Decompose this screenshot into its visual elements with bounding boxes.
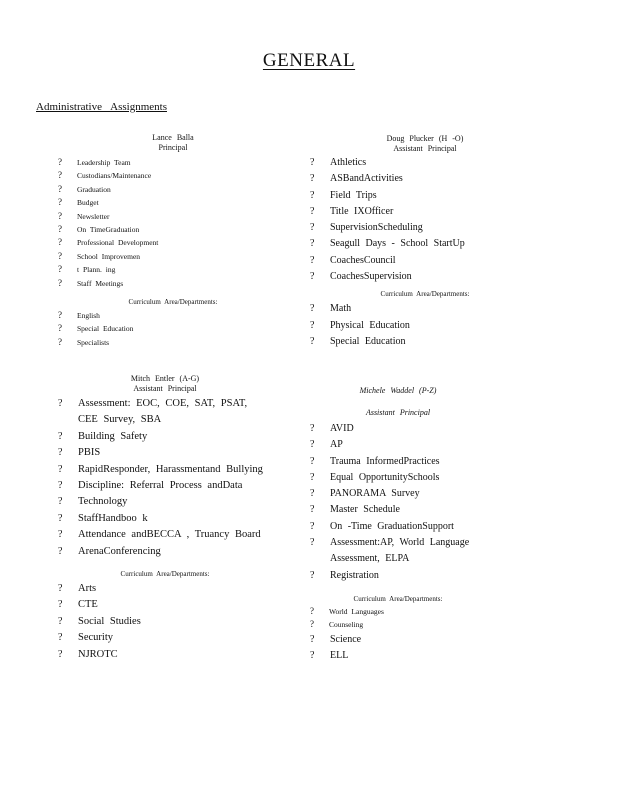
- curriculum-list: [58, 581, 272, 663]
- item-text: Counseling: [329, 620, 364, 630]
- bullet: ?: [310, 605, 314, 616]
- list-item: [310, 204, 540, 220]
- bullet: ?: [310, 633, 315, 645]
- bullet: ?: [58, 264, 62, 275]
- item-text: Field Trips: [330, 189, 377, 201]
- list-item: [58, 322, 288, 335]
- list-item: [310, 188, 540, 204]
- section-heading: Administrative Assignments: [36, 101, 167, 113]
- list-item: [310, 632, 486, 648]
- list-item: [58, 277, 288, 290]
- bullet: ?: [58, 615, 63, 627]
- bullet: ?: [310, 619, 314, 630]
- item-text: Discipline: Referral Process andData: [78, 480, 243, 492]
- item-text: Special Education: [77, 324, 134, 334]
- item-text: English: [77, 311, 100, 321]
- item-text: Attendance andBECCA , Truancy Board: [78, 529, 261, 541]
- bullet: ?: [58, 599, 63, 611]
- item-text: Leadership Team: [77, 158, 131, 167]
- bullet: ?: [310, 471, 315, 483]
- bullet: ?: [310, 238, 315, 250]
- bullet: ?: [58, 447, 63, 459]
- item-text: On TimeGraduation: [77, 225, 140, 235]
- item-text: Security: [78, 632, 113, 644]
- curriculum-list: [310, 605, 486, 632]
- bullet: ?: [58, 583, 63, 595]
- list-item: [58, 630, 272, 646]
- item-text: On -Time GraduationSupport: [330, 520, 454, 532]
- bullet: ?: [310, 157, 315, 168]
- list-item: [58, 581, 272, 597]
- item-text: ArenaConferencing: [78, 545, 161, 557]
- bullet: ?: [310, 488, 315, 500]
- bullet: ?: [310, 520, 315, 532]
- list-item: [310, 421, 486, 437]
- bullet: ?: [310, 189, 315, 201]
- list-item: [58, 309, 288, 322]
- person-role: Assistant Principal: [365, 408, 431, 417]
- bullet: ?: [58, 512, 63, 524]
- item-text: NJROTC: [78, 648, 118, 660]
- list-item: [58, 544, 272, 560]
- list-item: [310, 334, 540, 350]
- curriculum-list: [310, 301, 540, 350]
- item-text: RapidResponder, Harassmentand Bullying: [78, 463, 263, 475]
- list-item: [58, 263, 288, 276]
- list-item: [310, 155, 540, 171]
- bullet: ?: [310, 271, 315, 283]
- item-text: Specialists: [77, 337, 110, 347]
- bullet: ?: [58, 545, 63, 557]
- item-text: CoachesCouncil: [330, 254, 396, 266]
- list-item: [58, 647, 272, 663]
- list-item: [310, 236, 540, 252]
- list-item: [310, 618, 486, 631]
- list-item: [310, 648, 486, 664]
- item-text: Arts: [78, 583, 97, 595]
- bullet: ?: [310, 455, 315, 467]
- curriculum-heading: Curriculum Area/Departments:: [120, 570, 210, 579]
- item-text: Staff Meetings: [77, 278, 124, 288]
- list-item: [58, 494, 272, 510]
- bullet: ?: [58, 632, 63, 644]
- list-item: [310, 486, 486, 502]
- list-item: [310, 535, 486, 568]
- bullet: ?: [58, 277, 62, 288]
- item-text: School Improvemen: [77, 251, 141, 261]
- bullet: ?: [58, 323, 62, 334]
- bullet: ?: [58, 529, 63, 541]
- item-text: AP: [330, 439, 343, 451]
- list-item: [58, 169, 288, 182]
- assignment-list: [58, 156, 288, 290]
- bullet: ?: [58, 197, 62, 208]
- assistant-principal-block: [310, 386, 486, 664]
- list-item: [310, 568, 486, 584]
- list-item: [310, 605, 486, 618]
- bullet: ?: [310, 537, 315, 549]
- list-item: [58, 236, 288, 249]
- assignment-list: [310, 421, 486, 584]
- bullet: ?: [310, 319, 315, 331]
- list-item: [58, 527, 272, 543]
- curriculum-list: [58, 309, 288, 349]
- list-item: [58, 336, 288, 349]
- curriculum-list: [310, 632, 486, 665]
- person-name: Doug Plucker (H -O): [386, 134, 464, 143]
- bullet: ?: [310, 303, 315, 315]
- list-item: [58, 614, 272, 630]
- list-item: [58, 396, 272, 429]
- list-item: [58, 156, 288, 169]
- assistant-principal-block: [58, 374, 272, 663]
- item-text: World Languages: [329, 606, 384, 616]
- principal-block: [58, 133, 288, 349]
- curriculum-heading: Curriculum Area/Departments:: [380, 290, 470, 299]
- bullet: ?: [58, 224, 62, 235]
- assistant-principal-block: [310, 134, 540, 350]
- person-role: Assistant Principal: [393, 144, 457, 153]
- bullet: ?: [58, 336, 62, 347]
- bullet: ?: [58, 210, 62, 221]
- list-item: [58, 223, 288, 236]
- list-item: [310, 253, 540, 269]
- list-item: [58, 478, 272, 494]
- list-item: [58, 511, 272, 527]
- bullet: ?: [310, 504, 315, 516]
- item-text: Physical Education: [330, 319, 410, 331]
- item-text: Newsletter: [77, 211, 110, 221]
- item-text: Math: [330, 303, 352, 315]
- list-item: [310, 171, 540, 187]
- item-text: Social Studies: [78, 615, 141, 627]
- list-item: [58, 210, 288, 223]
- item-text: Building Safety: [78, 430, 148, 442]
- person-name: Michele Waddel (P-Z): [359, 386, 437, 395]
- item-text: Assessment: EOC, COE, SAT, PSAT, CEE Survey, SBA: [78, 398, 248, 426]
- list-item: [58, 183, 288, 196]
- list-item: [58, 250, 288, 263]
- item-text: Professional Development: [77, 238, 159, 248]
- bullet: ?: [310, 439, 315, 451]
- list-item: [310, 519, 486, 535]
- list-item: [310, 502, 486, 518]
- bullet: ?: [310, 569, 315, 581]
- item-text: Seagull Days - School StartUp: [330, 238, 465, 250]
- item-text: Assessment:AP, World Language Assessment, ELPA: [330, 537, 470, 565]
- list-item: [310, 269, 540, 285]
- person-name: Mitch Entler (A-G): [130, 374, 200, 383]
- bullet: ?: [58, 310, 62, 321]
- item-text: Trauma InformedPractices: [330, 455, 440, 467]
- item-text: ELL: [330, 650, 349, 662]
- bullet: ?: [310, 335, 315, 347]
- item-text: Title IXOfficer: [330, 205, 394, 217]
- list-item: [310, 220, 540, 236]
- item-text: CoachesSupervision: [330, 271, 412, 283]
- curriculum-heading: Curriculum Area/Departments:: [128, 298, 218, 307]
- item-text: Technology: [78, 496, 128, 508]
- bullet: ?: [58, 430, 63, 442]
- person-name: Lance Balla: [152, 133, 194, 142]
- assignment-list: [310, 155, 540, 285]
- bullet: ?: [58, 170, 62, 181]
- bullet: ?: [58, 463, 63, 475]
- item-text: Special Education: [330, 335, 406, 347]
- bullet: ?: [58, 237, 62, 248]
- title-text: GENERAL: [262, 50, 356, 71]
- bullet: ?: [310, 254, 315, 266]
- bullet: ?: [310, 205, 315, 217]
- assignment-list: [58, 396, 272, 560]
- list-item: [58, 445, 272, 461]
- item-text: StaffHandboo k: [78, 512, 148, 524]
- list-item: [58, 429, 272, 445]
- person-role: Assistant Principal: [133, 384, 197, 393]
- list-item: [310, 301, 540, 317]
- item-text: t Plann. ing: [77, 265, 116, 275]
- curriculum-heading: Curriculum Area/Departments:: [353, 594, 443, 603]
- bullet: ?: [310, 650, 315, 662]
- bullet: ?: [58, 183, 62, 194]
- bullet: ?: [58, 480, 63, 492]
- item-text: Registration: [330, 569, 379, 581]
- item-text: CTE: [78, 599, 98, 611]
- item-text: PBIS: [78, 447, 101, 459]
- list-item: [310, 437, 486, 453]
- list-item: [58, 462, 272, 478]
- list-item: [310, 470, 486, 486]
- item-text: Athletics: [330, 157, 367, 168]
- item-text: Equal OpportunitySchools: [330, 471, 440, 483]
- item-text: Science: [330, 633, 362, 645]
- item-text: Budget: [77, 198, 99, 208]
- item-text: ASBandActivities: [330, 173, 403, 185]
- person-role: Principal: [158, 143, 188, 152]
- item-text: SupervisionScheduling: [330, 222, 423, 234]
- bullet: ?: [58, 157, 62, 167]
- item-text: Graduation: [77, 184, 111, 194]
- item-text: Custodians/Maintenance: [77, 171, 152, 181]
- list-item: [58, 196, 288, 209]
- bullet: ?: [310, 173, 315, 185]
- bullet: ?: [58, 648, 63, 660]
- bullet: ?: [58, 250, 62, 261]
- list-item: [310, 318, 540, 334]
- bullet: ?: [58, 496, 63, 508]
- item-text: Master Schedule: [330, 504, 400, 516]
- list-item: [58, 597, 272, 613]
- item-text: PANORAMA Survey: [330, 488, 420, 500]
- bullet: ?: [58, 398, 63, 409]
- item-text: AVID: [330, 423, 354, 434]
- bullet: ?: [310, 222, 315, 234]
- page-title: [0, 50, 618, 72]
- bullet: ?: [310, 423, 315, 434]
- list-item: [310, 454, 486, 470]
